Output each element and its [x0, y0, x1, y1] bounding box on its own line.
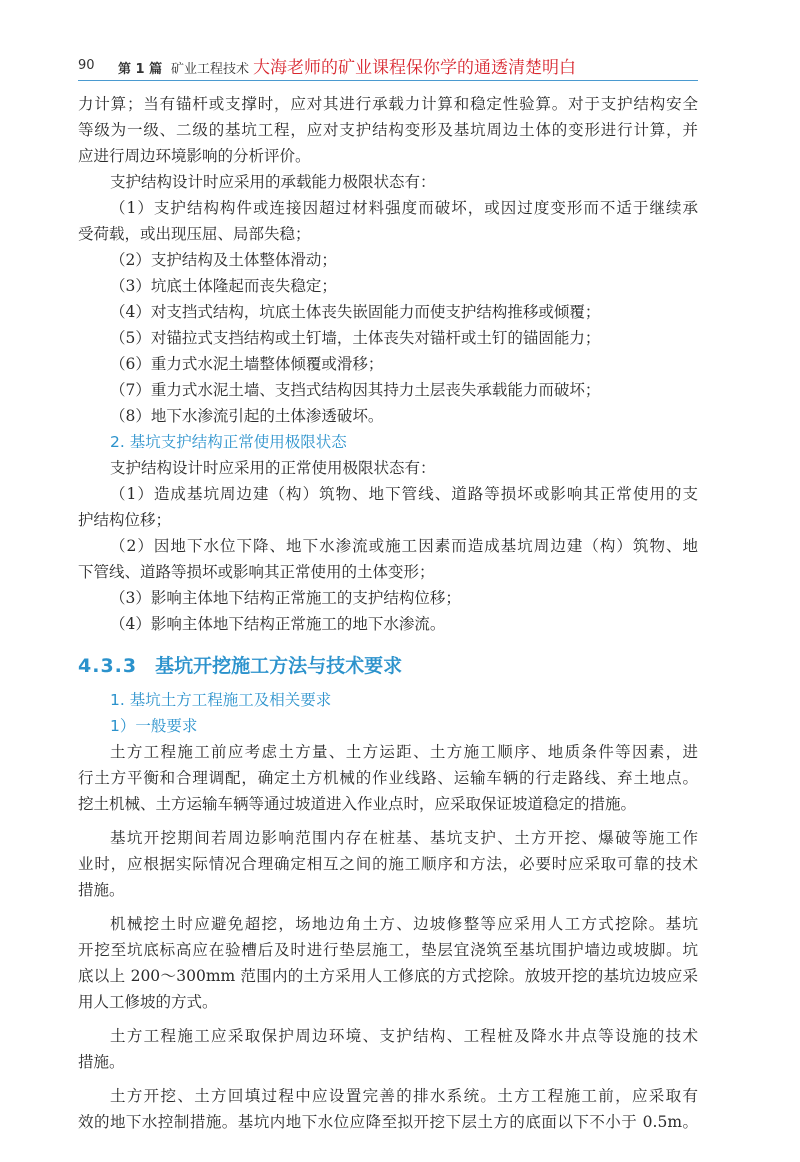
subsection-heading: 2. 基坑支护结构正常使用极限状态 [110, 433, 347, 451]
paragraph-spacer [78, 817, 698, 825]
text-line: （8）地下水渗流引起的土体渗透破坏。 [110, 407, 384, 425]
text-line: （4）对支挡式结构，坑底土体丧失嵌固能力而使支护结构推移或倾覆； [110, 303, 601, 321]
paragraph [78, 351, 698, 377]
text-line: 护结构位移； [78, 511, 172, 529]
text-line: 措施。 [78, 1053, 125, 1071]
paragraph [78, 533, 698, 585]
paragraph-spacer [78, 1015, 698, 1023]
text-line: （4）影响主体地下结构正常施工的地下水渗流。 [110, 615, 446, 633]
subsection-heading: 1. 基坑土方工程施工及相关要求 [110, 691, 332, 709]
paragraph [78, 273, 698, 299]
paragraph [78, 1083, 698, 1135]
text-line: （7）重力式水泥土墙、支挡式结构因其持力土层丧失承载能力而破坏； [110, 381, 601, 399]
paragraph [78, 377, 698, 403]
text-line: 支护结构设计时应采用的正常使用极限状态有： [110, 459, 436, 477]
text-line: 措施。 [78, 881, 125, 899]
text-line: 开挖至坑底标高应在验槽后及时进行垫层施工，垫层宜浇筑至基坑围护墙边或坡脚。坑 [78, 941, 698, 959]
text-line: 机械挖土时应避免超挖，场地边角土方、边坡修整等应采用人工方式挖除。基坑 [110, 915, 698, 933]
text-line: （2）支护结构及土体整体滑动； [110, 251, 337, 269]
page-body [78, 91, 698, 1135]
paragraph [78, 585, 698, 611]
text-line: 业时，应根据实际情况合理确定相互之间的施工顺序和方法，必要时应采取可靠的技术 [78, 855, 698, 873]
section-heading [78, 637, 698, 687]
paragraph [78, 403, 698, 429]
section-title: 基坑开挖施工方法与技术要求 [155, 655, 403, 677]
section-number: 4.3.3 [78, 655, 138, 677]
text-line: 支护结构设计时应采用的承载能力极限状态有： [110, 173, 436, 191]
paragraph [78, 911, 698, 1015]
paragraph [78, 611, 698, 637]
paragraph-spacer [78, 903, 698, 911]
paragraph [78, 247, 698, 273]
text-line: 用人工修坡的方式。 [78, 993, 218, 1011]
text-line: （1）支护结构构件或连接因超过材料强度而破坏，或因过度变形而不适于继续承 [110, 199, 698, 217]
paragraph [78, 169, 698, 195]
paragraph [78, 481, 698, 533]
page-header [78, 50, 698, 81]
page-number: 90 [78, 58, 95, 73]
text-line: 土方工程施工应采取保护周边环境、支护结构、工程桩及降水井点等设施的技术 [110, 1027, 698, 1045]
text-line: 力计算；当有锚杆或支撑时，应对其进行承载力计算和稳定性验算。对于支护结构安全 [78, 95, 698, 113]
text-line: （1）造成基坑周边建（构）筑物、地下管线、道路等损坏或影响其正常使用的支 [110, 485, 698, 503]
subsection-heading: 1）一般要求 [110, 717, 198, 735]
paragraph [78, 325, 698, 351]
text-line: 行土方平衡和合理调配，确定土方机械的作业线路、运输车辆的行走路线、弃土地点。 [78, 769, 698, 787]
text-line: （3）坑底土体隆起而丧失稳定； [110, 277, 337, 295]
text-line: 基坑开挖期间若周边影响范围内存在桩基、基坑支护、土方开挖、爆破等施工作 [110, 829, 698, 847]
paragraph [78, 455, 698, 481]
text-line: 等级为一级、二级的基坑工程，应对支护结构变形及基坑周边土体的变形进行计算，并 [78, 121, 698, 139]
text-line: 效的地下水控制措施。基坑内地下水位应降至拟开挖下层土方的底面以下不小于 0.5m。 [78, 1113, 698, 1131]
text-line: 应进行周边环境影响的分析评价。 [78, 147, 311, 165]
watermark-text: 大海老师的矿业课程保你学的通透清楚明白 [253, 58, 576, 78]
text-line: （2）因地下水位下降、地下水渗流或施工因素而造成基坑周边建（构）筑物、地 [110, 537, 698, 555]
text-line: （5）对锚拉式支挡结构或土钉墙，土体丧失对锚杆或土钉的锚固能力； [110, 329, 601, 347]
text-line: 底以上 200～300mm 范围内的土方采用人工修底的方式挖除。放坡开挖的基坑边坡应采 [78, 967, 698, 985]
paragraph [78, 1023, 698, 1075]
part-label: 第 1 篇 [118, 62, 163, 77]
paragraph [78, 195, 698, 247]
book-title: 矿业工程技术 [171, 62, 250, 77]
text-line: 土方开挖、土方回填过程中应设置完善的排水系统。土方工程施工前，应采取有 [110, 1087, 698, 1105]
text-line: （3）影响主体地下结构正常施工的支护结构位移； [110, 589, 461, 607]
text-line: （6）重力式水泥土墙整体倾覆或滑移； [110, 355, 384, 373]
text-line: 受荷载，或出现压屈、局部失稳； [78, 225, 311, 243]
paragraph [78, 299, 698, 325]
text-line: 土方工程施工前应考虑土方量、土方运距、土方施工顺序、地质条件等因素，进 [110, 743, 698, 761]
paragraph-spacer [78, 1075, 698, 1083]
text-line: 下管线、道路等损坏或影响其正常使用的土体变形； [78, 563, 435, 581]
paragraph [78, 739, 698, 817]
text-line: 挖土机械、土方运输车辆等通过坡道进入作业点时，应采取保证坡道稳定的措施。 [78, 795, 637, 813]
paragraph [78, 825, 698, 903]
paragraph [78, 91, 698, 169]
